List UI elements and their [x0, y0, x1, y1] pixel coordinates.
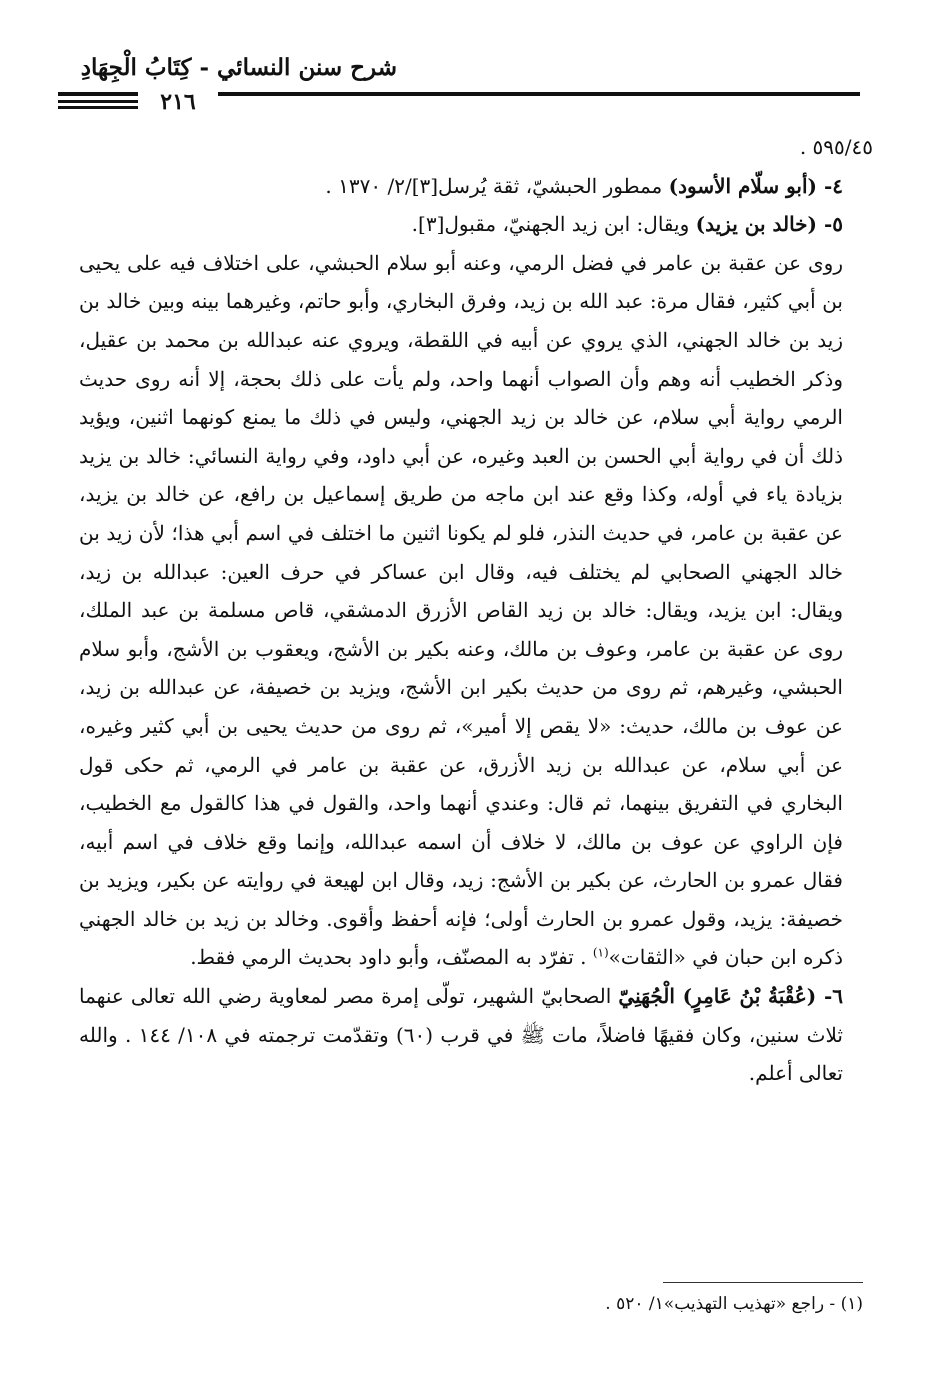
footnote-reference: (١) [592, 945, 609, 960]
running-title: شرح سنن النسائي - كِتَابُ الْجِهَادِ [80, 54, 397, 81]
paragraph-text: روى عن عقبة بن عامر في فضل الرمي، وعنه أبو سلام الحبشي، على اختلاف فيه على يحيى بن أبي كثير، فقال مرة: عبد الله بن زيد، وفرق البخاري، وأبو حاتم، وغيرهما بينه وبين خالد بن زيد بن خالد الجهني، الذي يروي عن أبيه في اللقطة، ويروي عنه عبدالله بن محمد بن عقيل، وذكر الخطيب أنه وهم وأن الصواب أنهما واحد، ولم يأت على ذلك بحجة، إلا أنه روى حديث الرمي رواية أبي سلام، عن خالد بن زيد الجهني، وليس في ذلك ما يمنع كونهما اثنين، ويؤيد ذلك أن في رواية أبي الحسن بن العبد وغيره، عن أبي داود، وفي رواية النسائي: خالد بن يزيد بزيادة ياء في أوله، وكذا وقع عند ابن ماجه من طريق إسماعيل بن رافع، عن خالد بن يزيد، عن عقبة بن عامر، في حديث النذر، فلو لم يكونا اثنين ما اختلف في اسم أبي هذا؛ لأن زيد بن خالد الجهني الصحابي لم يختلف فيه، وقال ابن عساكر في حرف العين: عبدالله بن زيد، ويقال: ابن يزيد، ويقال: خالد بن زيد القاص الأزرق الدمشقي، قاص مسلمة بن عبد الملك، روى عن عقبة بن عامر، وعوف بن مالك، وعنه بكير بن الأشج، ويعقوب بن الأشج، وأبو سلام الحبشي، وغيرهم، ثم روى من حديث بكير ابن الأشج، ويزيد بن خصيفة، عن عبدالله بن زيد، عن عوف بن مالك، حديث: «لا يقص إلا أمير»، ثم روى من حديث يحيى بن أبي كثير وغيره، عن أبي سلام، عن عبدالله بن زيد الأزرق، عن عقبة بن عامر في الرمي، ثم حكى قول البخاري في التفريق بينهما، ثم قال: وعندي أنهما واحد، والقول في هذا كالقول مع الخطيب، فإن الراوي عن عوف بن مالك، لا خلاف أن اسمه عبدالله، وإنما وقع خلاف في اسم أبيه، فقال عمرو بن الحارث، عن بكير بن الأشج: زيد، وقال ابن لهيعة في روايته عن بكير، ويزيد بن خصيفة: يزيد، وقول عمرو بن الحارث أولى؛ فإنه أحفظ وأقوى. وخالد بن زيد بن خالد الجهني ذكره ابن حبان في «الثقات» [79, 250, 843, 970]
narrator-description: ممطور الحبشيّ، ثقة يُرسل[٣]/٢/ ١٣٧٠ . [325, 173, 669, 198]
narrator-name: ٤- (أبو سلّام الأسود) [668, 173, 843, 198]
narrator-name: ٥- (خالد بن يزيد) [695, 212, 843, 237]
body-text [79, 128, 873, 1093]
narrator-name: ٦- (عُقْبَةُ بْنُ عَامِرٍ) الْجُهَنِيّ [618, 984, 843, 1009]
narrator-description: الصحابيّ الشهير، تولّى إمرة مصر لمعاوية رضي الله تعالى عنهما ثلاث سنين، وكان فقيهًا فاضلاً، مات ﷺ في قرب (٦٠) وتقدّمت ترجمته في ١٠٨/ ١٤٤ . والله تعالى أعلم. [79, 984, 843, 1086]
page-number-rule-top [58, 100, 138, 103]
footnote: (١) - راجع «تهذيب التهذيب»١/ ٥٢٠ . [605, 1294, 863, 1314]
list-item-narrator-5 [79, 205, 873, 244]
paragraph-text: . تفرّد به المصنّف، وأبو داود بحديث الرمي فقط. [190, 945, 593, 970]
page-number-rule-bottom [58, 106, 138, 109]
narrator-description: ويقال: ابن زيد الجهنيّ، مقبول[٣]. [411, 212, 696, 237]
list-item-narrator-6 [79, 977, 873, 1093]
body-paragraph [79, 244, 873, 977]
body-paragraph: ٥٩٥/٤٥ . [799, 135, 873, 159]
page-number: ٢١٦ [138, 86, 218, 118]
list-item-narrator-4 [79, 167, 873, 206]
footnote-rule [663, 1282, 863, 1283]
